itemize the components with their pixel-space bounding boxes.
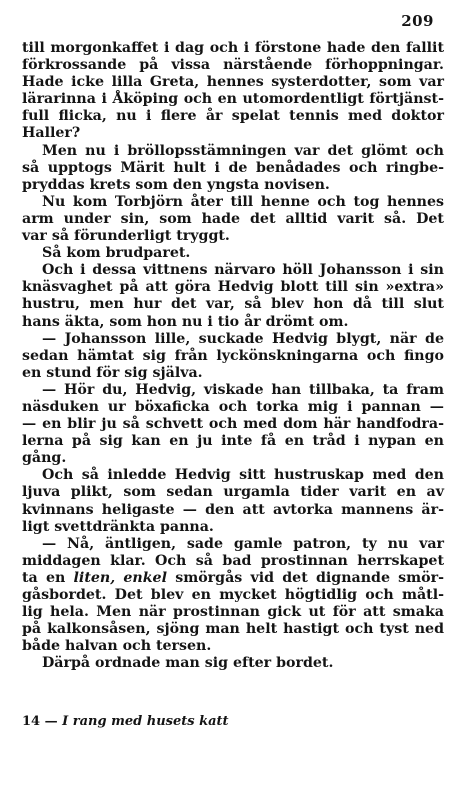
text-line: lerna på sig kan en ju inte få en tråd i nypan en (22, 433, 444, 450)
signature-number: 14 — (22, 714, 58, 729)
italic-phrase: liten, enkel (73, 569, 167, 586)
text-line: — en blir ju så schvett och med dom här handfodra- (22, 416, 444, 433)
text-line: kvinnans heligaste — den att avtorka mannens är- (22, 501, 444, 518)
text-line: lärarinna i Åköping och en utomordentligt förtjänst- (22, 91, 444, 108)
text-line: till morgonkaffet i dag och i förstone hade den fallit (22, 40, 444, 56)
text-line: full flicka, nu i flere år spelat tennis med doktor (22, 108, 444, 125)
text-line: sedan hämtat sig från lyckönskningarna och fingo (22, 347, 444, 364)
text-line: på kalkonsåsen, sjöng man helt hastigt och tyst ned (22, 621, 444, 638)
page-number: 209 (401, 12, 434, 30)
text-line: middagen klar. Och så bad prostinnan herrskapet (22, 552, 444, 569)
text-line: både halvan och tersen. (22, 638, 212, 655)
page-footer (22, 714, 229, 729)
text-line: — Johansson lille, suckade Hedvig blygt, när de (42, 330, 444, 347)
text-line: näsduken ur böxaficka och torka mig i pannan — (22, 398, 444, 415)
text-line: — Hör du, Hedvig, viskade han tillbaka, ta fram (42, 381, 444, 398)
text-line: Men nu i bröllopsstämningen var det glömt och (42, 142, 444, 159)
text-line: hans äkta, som hon nu i tio år drömt om. (22, 313, 349, 330)
book-title: I rang med husets katt (62, 714, 229, 729)
text-line: Och så inledde Hedvig sitt hustruskap med den (42, 467, 444, 484)
text-line: knäsvaghet på att göra Hedvig blott till sin »extra» (22, 279, 444, 296)
text-line: ligt svettdränkta panna. (22, 518, 214, 535)
text-line: Och i dessa vittnens närvaro höll Johansson i sin (42, 262, 444, 279)
text-line: en stund för sig själva. (22, 364, 203, 381)
text-line: arm under sin, som hade det alltid varit så. Det (22, 210, 444, 227)
text-line: så upptogs Märit hult i de benådades och ringbe- (22, 159, 444, 176)
text-line: Hade icke lilla Greta, hennes systerdotter, som var (22, 74, 444, 91)
text-line: Så kom brudparet. (42, 245, 191, 262)
body-text (22, 40, 444, 672)
text-line: gång. (22, 450, 67, 467)
text-line: pryddas krets som den yngsta novisen. (22, 176, 330, 193)
text-line: Haller? (22, 125, 81, 142)
text-line: ta en liten, enkel smörgås vid det dignande smör- (22, 569, 445, 586)
text-line: lig hela. Men när prostinnan gick ut för att smaka (22, 604, 444, 621)
text-line: gåsbordet. Det blev en mycket högtidlig och måtl- (22, 587, 444, 603)
text-line: förkrossande på vissa närstående förhoppningar. (22, 57, 444, 74)
text-line: — Nå, äntligen, sade gamle patron, ty nu var (42, 535, 444, 552)
text-line: Därpå ordnade man sig efter bordet. (42, 655, 334, 672)
text-line: Nu kom Torbjörn åter till henne och tog hennes (42, 193, 444, 210)
text-line: ljuva plikt, som sedan urgamla tider varit en av (22, 484, 444, 501)
text-line: hustru, men hur det var, så blev hon då till slut (22, 296, 444, 313)
text-line: var så förunderligt tryggt. (22, 228, 230, 245)
